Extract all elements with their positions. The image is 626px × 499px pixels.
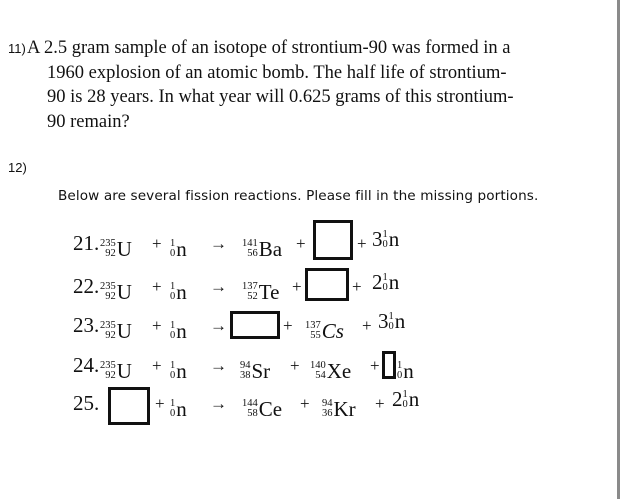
element-symbol: Ce: [258, 396, 283, 421]
element-symbol: n: [388, 270, 400, 294]
reaction-arrow: →: [210, 316, 227, 335]
mass-number: 235: [100, 238, 116, 249]
nuclide: [240, 351, 270, 382]
atomic-number: 92: [105, 291, 116, 302]
mass-number: 1: [170, 281, 176, 292]
plus-sign: +: [152, 316, 162, 335]
mass-number: 1: [170, 238, 176, 249]
nuclide: [100, 229, 132, 260]
answer-blank-box[interactable]: [230, 311, 280, 339]
nuclide: [242, 389, 282, 420]
plus-sign: +: [352, 277, 362, 296]
element-symbol: Sr: [251, 358, 271, 383]
plus-sign: +: [155, 394, 165, 413]
element-symbol: n: [176, 236, 187, 261]
coefficient: 3: [372, 227, 383, 251]
mass-number: 235: [100, 320, 116, 331]
plus-sign: +: [375, 394, 385, 413]
plus-sign: +: [300, 394, 310, 413]
nuclide: [100, 351, 132, 382]
atomic-number: 92: [105, 330, 116, 341]
nuclide: [170, 229, 187, 260]
answer-blank-box[interactable]: [305, 268, 349, 301]
element-symbol: n: [403, 358, 414, 383]
coefficient: 2: [392, 387, 403, 411]
element-symbol: n: [176, 396, 187, 421]
reaction-arrow: →: [210, 356, 227, 375]
plus-sign: +: [290, 356, 300, 375]
problem-number: 23.: [73, 313, 100, 337]
element-symbol: U: [116, 318, 132, 343]
plus-sign: +: [370, 356, 380, 375]
mass-number: 137: [305, 320, 321, 331]
question-11-number: 11): [8, 41, 26, 56]
atomic-number: 58: [247, 408, 258, 419]
atomic-number: 0: [170, 370, 176, 381]
element-symbol: n: [176, 279, 187, 304]
nuclide: [310, 351, 351, 382]
reaction-arrow: →: [210, 234, 227, 253]
question-11-line: A 2.5 gram sample of an isotope of strontium-90 was formed in a: [27, 38, 511, 58]
nuclide: [242, 229, 282, 260]
answer-blank-box[interactable]: [108, 387, 150, 425]
mass-number: 1: [402, 388, 408, 400]
page-edge-divider: [617, 0, 620, 499]
coefficient: 3: [378, 309, 389, 333]
plus-sign: +: [296, 234, 306, 253]
nuclide: [378, 311, 405, 332]
problem-number: 21.: [73, 231, 100, 255]
nuclide: [392, 389, 419, 410]
atomic-number: 38: [240, 370, 251, 381]
mass-number: 1: [382, 271, 388, 283]
mass-number: 1: [382, 228, 388, 240]
element-symbol: U: [116, 279, 132, 304]
nuclide: [100, 311, 132, 342]
element-symbol: Xe: [326, 358, 352, 383]
element-symbol: n: [176, 358, 187, 383]
nuclide: [170, 311, 187, 342]
element-symbol: n: [394, 309, 406, 333]
atomic-number: 36: [322, 408, 333, 419]
reaction-arrow: →: [210, 277, 227, 296]
element-symbol: Cs: [321, 318, 344, 343]
mass-number: 235: [100, 360, 116, 371]
plus-sign: +: [283, 316, 293, 335]
atomic-number: 0: [170, 408, 176, 419]
mass-number: 141: [242, 238, 258, 249]
plus-sign: +: [292, 277, 302, 296]
nuclide: [372, 229, 399, 250]
reaction-arrow: →: [210, 394, 227, 413]
answer-blank-box[interactable]: [382, 351, 396, 379]
answer-blank-box[interactable]: [313, 220, 353, 260]
atomic-number: 92: [105, 248, 116, 259]
atomic-number: 92: [105, 370, 116, 381]
mass-number: 140: [310, 360, 326, 371]
plus-sign: +: [152, 356, 162, 375]
plus-sign: +: [357, 234, 367, 253]
nuclide: [372, 272, 399, 293]
mass-number: 235: [100, 281, 116, 292]
atomic-number: 0: [402, 398, 408, 410]
question-11-line: 1960 explosion of an atomic bomb. The half life of strontium-: [47, 62, 507, 83]
element-symbol: n: [176, 318, 187, 343]
element-symbol: n: [388, 227, 400, 251]
plus-sign: +: [152, 234, 162, 253]
mass-number: 144: [242, 398, 258, 409]
element-symbol: n: [408, 387, 420, 411]
mass-number: 137: [242, 281, 258, 292]
element-symbol: U: [116, 236, 132, 261]
nuclide: [242, 272, 279, 303]
nuclide: [170, 272, 187, 303]
mass-number: 1: [170, 360, 176, 371]
atomic-number: 55: [310, 330, 321, 341]
problem-number: 25.: [73, 391, 100, 415]
element-symbol: U: [116, 358, 132, 383]
nuclide: [322, 389, 356, 420]
question-11-text: [27, 36, 597, 134]
atomic-number: 0: [170, 291, 176, 302]
atomic-number: 0: [397, 370, 403, 381]
coefficient: 2: [372, 270, 383, 294]
mass-number: 94: [322, 398, 333, 409]
question-12-number: 12): [8, 160, 27, 175]
atomic-number: 0: [382, 238, 388, 250]
atomic-number: 54: [315, 370, 326, 381]
problem-number: 22.: [73, 274, 100, 298]
nuclide: [305, 311, 344, 342]
nuclide: [170, 351, 187, 382]
mass-number: 1: [397, 360, 403, 371]
plus-sign: +: [152, 277, 162, 296]
element-symbol: Te: [258, 279, 280, 304]
atomic-number: 0: [382, 281, 388, 293]
mass-number: 1: [170, 320, 176, 331]
question-11-line: 90 remain?: [47, 111, 130, 132]
nuclide: [100, 272, 132, 303]
mass-number: 94: [240, 360, 251, 371]
question-11-line: 90 is 28 years. In what year will 0.625 grams of this strontium-: [47, 87, 514, 107]
nuclide: [397, 351, 414, 382]
element-symbol: Kr: [333, 396, 356, 421]
atomic-number: 0: [170, 248, 176, 259]
atomic-number: 52: [247, 291, 258, 302]
problem-number: 24.: [73, 353, 100, 377]
element-symbol: Ba: [258, 236, 283, 261]
atomic-number: 56: [247, 248, 258, 259]
nuclide: [170, 389, 187, 420]
atomic-number: 0: [388, 320, 394, 332]
mass-number: 1: [170, 398, 176, 409]
question-12-instruction: Below are several fission reactions. Please fill in the missing portions.: [58, 188, 539, 204]
mass-number: 1: [388, 310, 394, 322]
atomic-number: 0: [170, 330, 176, 341]
plus-sign: +: [362, 316, 372, 335]
